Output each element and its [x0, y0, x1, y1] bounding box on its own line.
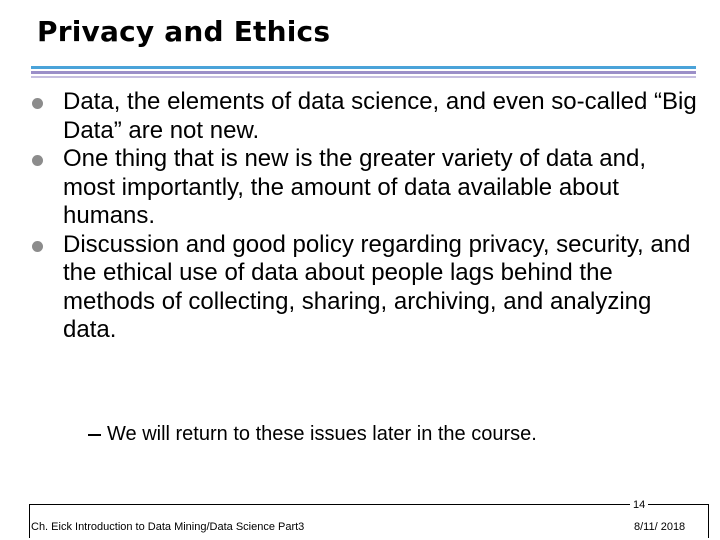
bullet-marker-icon	[32, 98, 43, 109]
dash-icon	[88, 434, 101, 436]
slide-title: Privacy and Ethics	[37, 15, 331, 48]
bullet-marker-icon	[32, 241, 43, 252]
bullet-text: One thing that is new is the greater variety of data and, most importantly, the amount of data available about humans.	[63, 145, 647, 229]
bullet-text: Discussion and good policy regarding privacy, security, and the ethical use of data about people lags behind the methods of collecting, sharing, archiving, and analyzing data.	[63, 230, 691, 343]
title-underline-middle	[31, 71, 696, 74]
bullet-item	[32, 231, 702, 345]
title-underline-top	[31, 66, 696, 69]
bullet-item	[32, 88, 702, 145]
title-underline-bottom	[31, 76, 696, 78]
sub-bullet-text: We will return to these issues later in the course.	[107, 423, 537, 445]
footer-date: 8/11/ 2018	[634, 521, 686, 533]
bullet-marker-icon	[32, 155, 43, 166]
bullet-item	[32, 145, 702, 231]
footer-course-label: Ch. Eick Introduction to Data Mining/Data Science Part3	[31, 521, 305, 533]
bullet-list	[32, 88, 702, 345]
sub-bullet	[88, 421, 537, 447]
bullet-text: Data, the elements of data science, and even so-called “Big Data” are not new.	[63, 88, 697, 144]
page-number: 14	[630, 498, 648, 512]
